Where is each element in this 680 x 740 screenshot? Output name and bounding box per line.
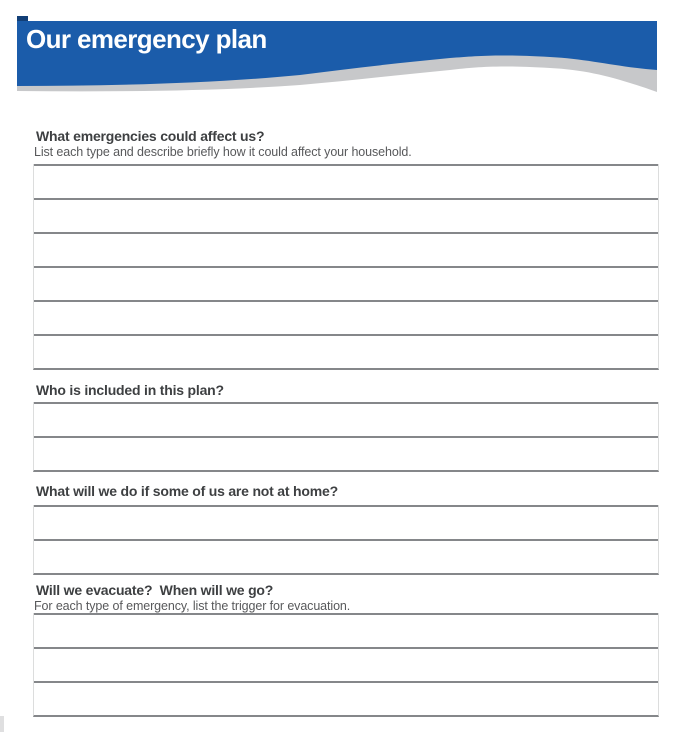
- blank-line-row: [34, 300, 658, 334]
- blank-line-row: [34, 232, 658, 266]
- blank-lines-evacuate: [33, 613, 659, 717]
- page-title: Our emergency plan: [26, 24, 267, 54]
- section-heading: What will we do if some of us are not at home?: [36, 483, 338, 499]
- blank-line-row: [34, 613, 658, 647]
- section-who-included: [33, 382, 659, 472]
- blank-lines-not-at-home: [33, 505, 659, 575]
- section-evacuate: [33, 582, 659, 717]
- blank-lines-emergencies: [33, 164, 659, 370]
- section-heading: Who is included in this plan?: [36, 382, 224, 398]
- blank-line-row: [34, 681, 658, 715]
- blank-line-row: [34, 198, 658, 232]
- blank-line-row: [34, 436, 658, 470]
- page-header: [17, 21, 657, 101]
- blank-line-row: [34, 164, 658, 198]
- blank-line-row: [34, 402, 658, 436]
- blank-line-row: [34, 647, 658, 681]
- section-heading: Will we evacuate? When will we go?: [36, 582, 274, 598]
- section-not-at-home: [33, 483, 659, 575]
- section-subheading: For each type of emergency, list the trigger for evacuation.: [34, 599, 351, 613]
- section-emergencies: [33, 128, 659, 370]
- blank-line-row: [34, 505, 658, 539]
- blank-line-row: [34, 334, 658, 368]
- scan-edge-artifact: [0, 716, 4, 732]
- blank-lines-who-included: [33, 402, 659, 472]
- blank-line-row: [34, 539, 658, 573]
- blank-line-row: [34, 266, 658, 300]
- section-subheading: List each type and describe briefly how it could affect your household.: [34, 145, 412, 159]
- section-heading: What emergencies could affect us?: [36, 128, 265, 144]
- form-content: [33, 128, 659, 717]
